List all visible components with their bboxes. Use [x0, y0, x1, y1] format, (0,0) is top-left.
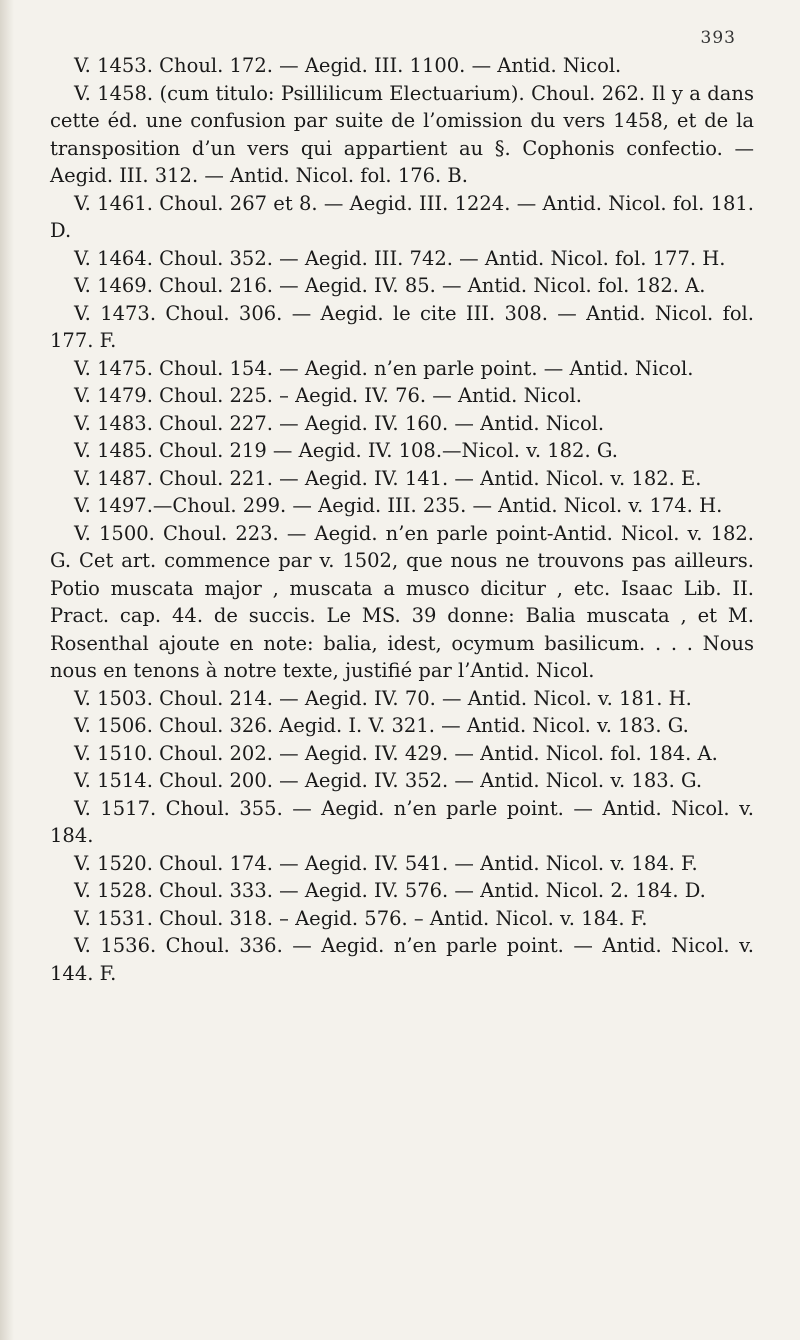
page-edge-shadow	[0, 0, 14, 1340]
note-entry: V. 1517. Choul. 355. — Aegid. n’en parle point. — Antid. Nicol. v. 184.	[50, 796, 754, 847]
note-entry: V. 1461. Choul. 267 et 8. — Aegid. III. 1224. — Antid. Nicol. fol. 181. D.	[50, 191, 754, 242]
note-entry: V. 1453. Choul. 172. — Aegid. III. 1100. — Antid. Nicol.	[74, 54, 622, 77]
note-entry: V. 1479. Choul. 225. – Aegid. IV. 76. — Antid. Nicol.	[74, 384, 582, 407]
note-entry: V. 1536. Choul. 336. — Aegid. n’en parle point. — Antid. Nicol. v. 144. F.	[50, 934, 754, 985]
page-number: 393	[700, 28, 736, 48]
note-entry: V. 1475. Choul. 154. — Aegid. n’en parle point. — Antid. Nicol.	[74, 356, 694, 380]
note-entry: V. 1487. Choul. 221. — Aegid. IV. 141. — Antid. Nicol. v. 182. E.	[74, 466, 702, 490]
note-entry: V. 1485. Choul. 219 — Aegid. IV. 108.—Nicol. v. 182. G.	[74, 439, 618, 462]
note-entry: V. 1520. Choul. 174. — Aegid. IV. 541. — Antid. Nicol. v. 184. F.	[74, 851, 698, 875]
note-entry: V. 1473. Choul. 306. — Aegid. le cite III. 308. — Antid. Nicol. fol. 177. F.	[50, 301, 754, 352]
note-entry: V. 1510. Choul. 202. — Aegid. IV. 429. — Antid. Nicol. fol. 184. A.	[74, 741, 718, 765]
note-entry: V. 1503. Choul. 214. — Aegid. IV. 70. — Antid. Nicol. v. 181. H.	[74, 686, 692, 710]
note-entry: V. 1514. Choul. 200. — Aegid. IV. 352. — Antid. Nicol. v. 183. G.	[74, 769, 703, 792]
note-entry: V. 1500. Choul. 223. — Aegid. n’en parle point-Antid. Nicol. v. 182. G. Cet art. commence par v. 1502, que nous ne trouvons pas ailleurs. Potio muscata major , muscata a musco dicitur , etc. Isaac Lib. II. Pract. cap. 44. de succis. Le MS. 39 donne: Balia muscata , et M. Rosenthal ajoute en note: balia, idest, ocymum basilicum. . . . Nous nous en tenons à notre texte, justifié par l’Antid. Nicol.	[50, 521, 754, 682]
note-entry: V. 1528. Choul. 333. — Aegid. IV. 576. — Antid. Nicol. 2. 184. D.	[74, 879, 706, 902]
note-entry: V. 1506. Choul. 326. Aegid. I. V. 321. — Antid. Nicol. v. 183. G.	[74, 714, 689, 737]
note-entry: V. 1531. Choul. 318. – Aegid. 576. – Antid. Nicol. v. 184. F.	[74, 906, 648, 930]
notes-body	[50, 52, 754, 987]
note-entry: V. 1483. Choul. 227. — Aegid. IV. 160. — Antid. Nicol.	[74, 411, 605, 435]
note-entry: V. 1469. Choul. 216. — Aegid. IV. 85. — Antid. Nicol. fol. 182. A.	[74, 274, 706, 297]
note-entry: V. 1458. (cum titulo: Psillilicum Electuarium). Choul. 262. Il y a dans cette éd. une confusion par suite de l’omission du vers 1458, et de la transposition d’un vers qui appartient au §. Cophonis confectio. — Aegid. III. 312. — Antid. Nicol. fol. 176. B.	[50, 81, 754, 187]
note-entry: V. 1464. Choul. 352. — Aegid. III. 742. — Antid. Nicol. fol. 177. H.	[74, 246, 726, 270]
note-entry: V. 1497.—Choul. 299. — Aegid. III. 235. — Antid. Nicol. v. 174. H.	[74, 494, 723, 517]
